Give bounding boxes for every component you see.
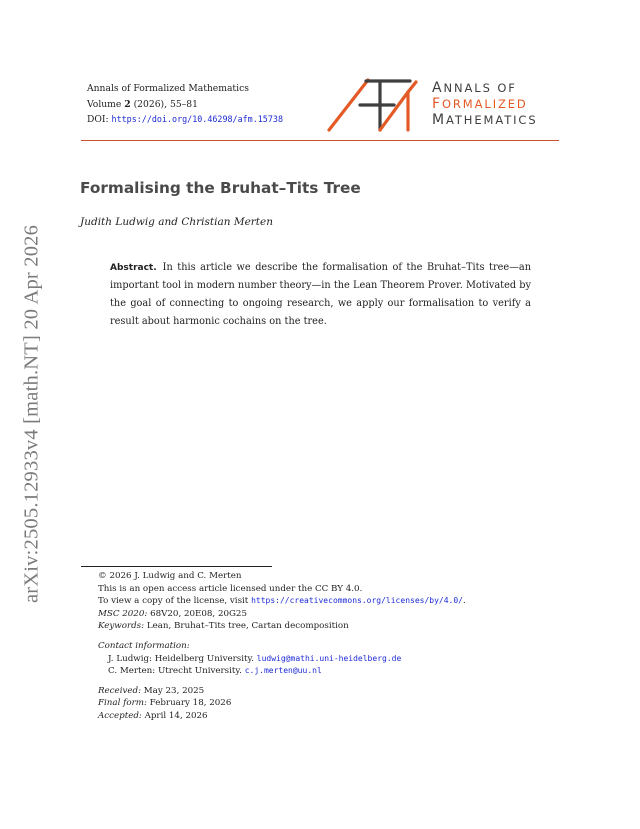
keywords-label: Keywords: [98, 621, 145, 632]
journal-volume-line [87, 97, 283, 113]
volume-number: 2 [124, 98, 131, 110]
journal-name: Annals of Formalized Mathematics [87, 83, 249, 94]
abstract-label: Abstract. [110, 263, 157, 273]
date-final-form [98, 697, 568, 710]
volume-label: Volume [87, 98, 122, 110]
license-view-line [98, 595, 568, 608]
contact-email-link[interactable]: ludwig@mathi.uni-heidelberg.de [256, 653, 402, 663]
date-value: February 18, 2026 [149, 698, 232, 709]
msc-line [98, 608, 568, 621]
abstract [110, 259, 531, 331]
footnotes [98, 570, 568, 723]
doi-link[interactable]: https://doi.org/10.46298/afm.15738 [111, 114, 283, 124]
contact-prefix: J. Ludwig: Heidelberg University. [108, 653, 255, 664]
contact-label: Contact information: [98, 640, 190, 651]
contact-merten [98, 665, 568, 678]
date-value: April 14, 2026 [144, 710, 208, 721]
license-view-suffix: . [462, 596, 466, 607]
paper-title: Formalising the Bruhat–Tits Tree [80, 179, 361, 197]
contact-email-link[interactable]: c.j.merten@uu.nl [244, 666, 322, 676]
date-accepted [98, 710, 568, 723]
license-link[interactable]: https://creativecommons.org/licenses/by/4.0/ [251, 596, 463, 606]
header-rule [81, 140, 559, 141]
license-line: This is an open access article licensed under the CC BY 4.0. [98, 583, 363, 594]
date-received [98, 685, 568, 698]
contact-ludwig [98, 653, 568, 666]
copyright-line: © 2026 J. Ludwig and C. Merten [98, 571, 242, 581]
doi-label: DOI: [87, 114, 109, 125]
contact-prefix: C. Merten: Utrecht University. [108, 666, 242, 677]
paper-authors: Judith Ludwig and Christian Merten [80, 216, 273, 228]
arxiv-stamp-text: arXiv:2505.12933v4 [math.NT] 20 Apr 2026 [20, 224, 43, 604]
logo-word-formalized: FORMALIZED [432, 96, 528, 112]
journal-logo-wordmark [432, 80, 538, 128]
license-view-prefix: To view a copy of the license, visit [98, 596, 249, 607]
msc-codes: 68V20, 20E08, 20G25 [150, 608, 247, 619]
date-label: Final form: [98, 698, 147, 709]
logo-word-mathematics: MATHEMATICS [432, 112, 538, 128]
logo-word-annals: ANNALS OF [432, 80, 517, 96]
date-label: Accepted: [98, 710, 142, 721]
abstract-text: In this article we describe the formalisation of the Bruhat–Tits tree—an important tool in modern number theory—in the Lean Theorem Prover. Motivated by the goal of connecting to ongoing research, we apply our formalisation to verify a result about harmonic cochains on the tree. [110, 262, 531, 327]
year-pages: (2026), 55–81 [133, 98, 198, 110]
journal-info [87, 81, 283, 128]
keywords-line [98, 620, 568, 633]
doi-line [87, 112, 283, 128]
msc-label: MSC 2020: [98, 608, 148, 619]
date-value: May 23, 2025 [143, 685, 205, 696]
date-label: Received: [98, 685, 142, 696]
footnote-rule [81, 566, 272, 567]
keywords-value: Lean, Bruhat–Tits tree, Cartan decomposition [146, 621, 349, 632]
